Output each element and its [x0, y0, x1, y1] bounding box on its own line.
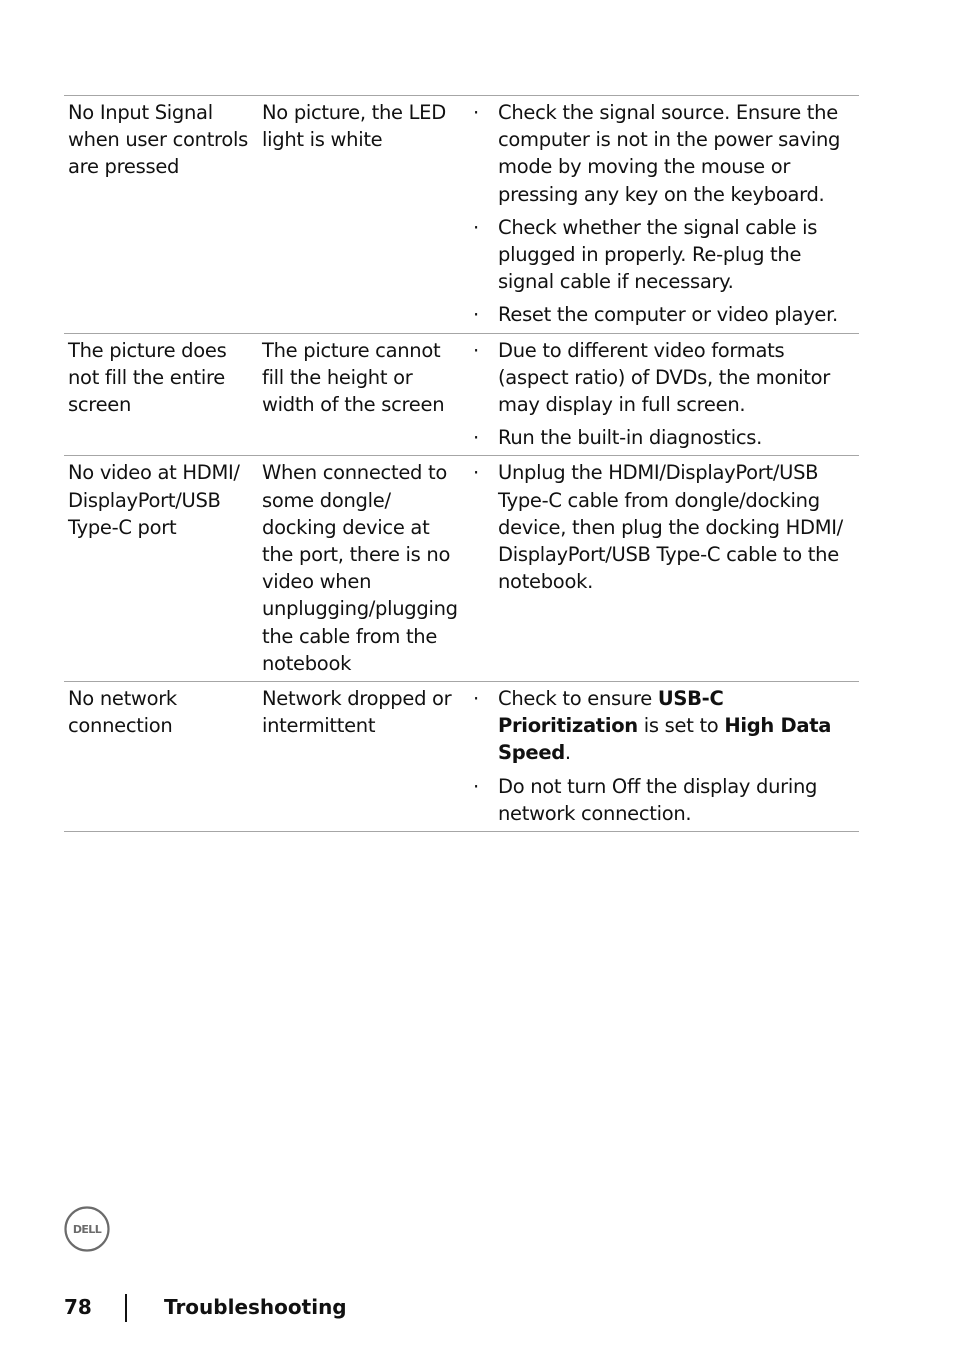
problem-cell: No Input Signal when user controls are pressed [68, 101, 248, 179]
section-title: Troubleshooting [164, 1295, 347, 1319]
symptom-cell: No picture, the LED light is white [262, 101, 446, 152]
bullet-icon: · [473, 303, 480, 327]
table-row [64, 682, 859, 832]
problem-cell: The picture does not fill the entire screen [68, 338, 227, 417]
setting-name: USB-C Prioritization [498, 687, 724, 738]
table-row [64, 96, 859, 334]
problem-cell: No video at HDMI/ DisplayPort/USB Type-C port [68, 461, 240, 539]
symptom-cell: The picture cannot fill the height or width of the screen [262, 338, 445, 417]
footer-divider [125, 1294, 127, 1322]
symptom-cell: Network dropped or intermittent [262, 687, 452, 738]
list-item: · Check to ensure USB-C Prioritization is set to High Data Speed. [473, 685, 859, 767]
bullet-icon: · [473, 687, 480, 711]
setting-value: High Data Speed [498, 714, 832, 765]
solutions-cell [465, 337, 859, 452]
solutions-cell [465, 459, 859, 677]
bullet-icon: · [473, 426, 480, 450]
solutions-cell [465, 685, 859, 827]
bullet-icon: · [473, 461, 480, 485]
page-number: 78 [64, 1295, 92, 1319]
list-item: · Due to different video formats (aspect ratio) of DVDs, the monitor may display in full screen. [473, 337, 859, 419]
bullet-icon: · [473, 338, 480, 362]
list-item: · Run the built-in diagnostics. [473, 424, 859, 451]
list-item: · Reset the computer or video player. [473, 301, 859, 328]
list-item: · Unplug the HDMI/DisplayPort/USB Type-C cable from dongle/docking device, then plug the docking HDMI/ DisplayPort/USB Type-C cable to the notebook. [473, 459, 859, 595]
bullet-icon: · [473, 215, 480, 239]
table-row [64, 456, 859, 682]
solutions-cell [465, 99, 859, 329]
list-item: · Check the signal source. Ensure the computer is not in the power saving mode by moving the mouse or pressing any key on the keyboard. [473, 99, 859, 208]
troubleshooting-table [64, 95, 859, 832]
table-row [64, 334, 859, 457]
bullet-icon: · [473, 101, 480, 124]
problem-cell: No network connection [68, 687, 177, 738]
symptom-cell: When connected to some dongle/ docking device at the port, there is no video when unplugging/plugging the cable from the notebook [262, 461, 458, 675]
list-item: · Do not turn Off the display during network connection. [473, 773, 859, 827]
svg-text:DELL: DELL [72, 1223, 102, 1236]
bullet-icon: · [473, 774, 480, 798]
dell-logo-icon [64, 1206, 110, 1252]
list-item: · Check whether the signal cable is plugged in properly. Re-plug the signal cable if necessary. [473, 214, 859, 296]
